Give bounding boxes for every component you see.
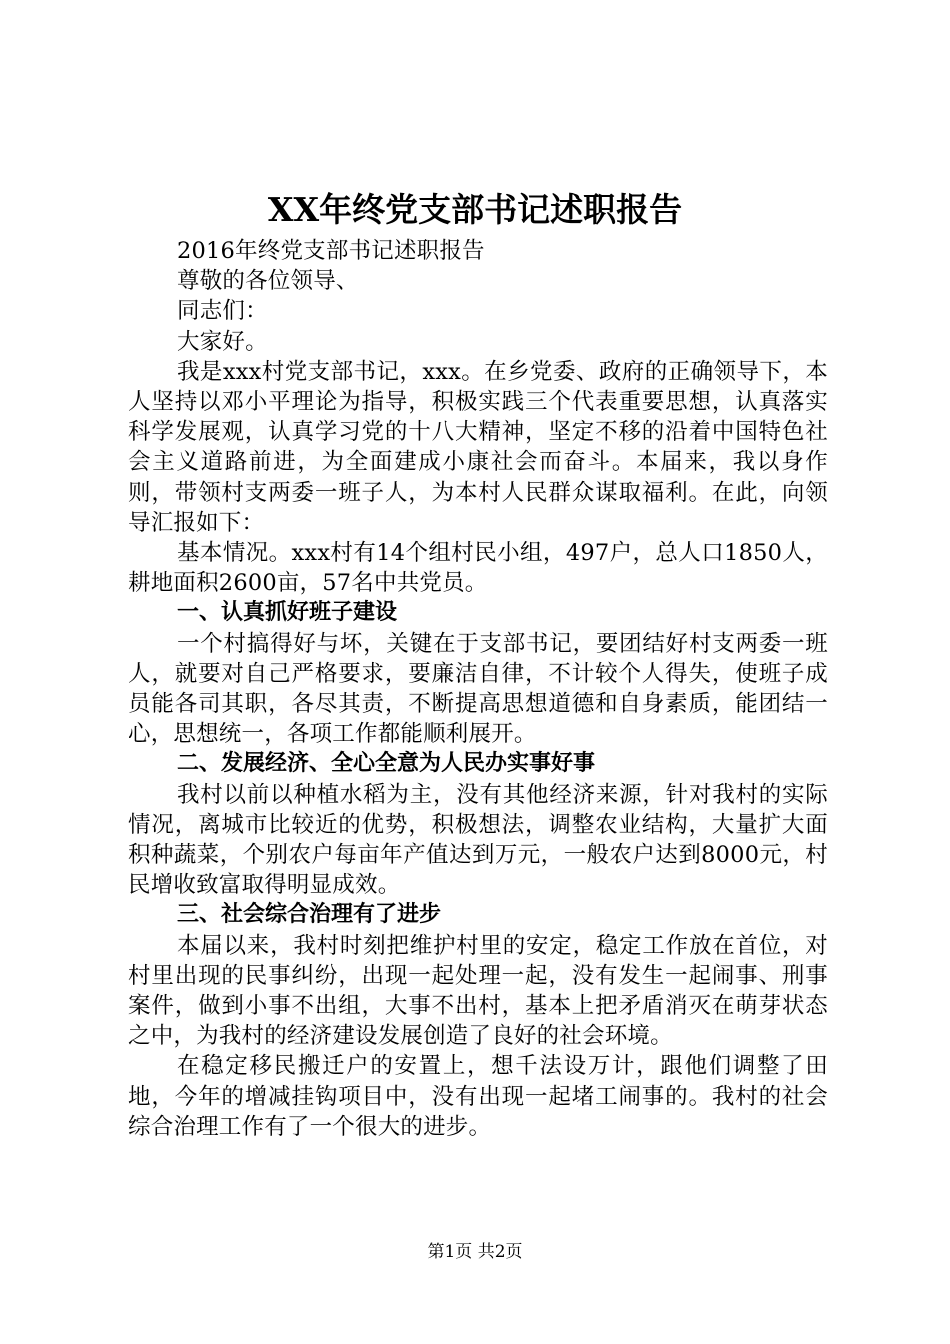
paragraph: 大家好。 (177, 328, 268, 355)
paragraph: 本届以来，我村时刻把维护村里的安定，稳定工作放在首位，对村里出现的民事纠纷，出现一起处理一起，没有发生一起闹事、刑事案件，做到小事不出组，大事不出村，基本上把矛盾消灭在萌芽状态之中，为我村的经济建设发展创造了良好的社会环境。 (128, 932, 828, 1050)
section-heading: 一、认真抓好班子建设 (177, 600, 398, 626)
page-footer: 第1页 共2页 (427, 1242, 523, 1262)
document-title: XX年终党支部书记述职报告 (267, 190, 683, 229)
section-heading: 三、社会综合治理有了进步 (177, 902, 442, 928)
paragraph: 在稳定移民搬迁户的安置上，想千法设万计，跟他们调整了田地，今年的增减挂钩项目中，没有出现一起堵工闹事的。我村的社会综合治理工作有了一个很大的进步。 (128, 1053, 828, 1140)
paragraph: 尊敬的各位领导、 (177, 268, 359, 295)
paragraph: 基本情况。xxx村有14个组村民小组，497户，总人口1850人，耕地面积2600亩，57名中共党员。 (128, 540, 828, 597)
document-body (128, 236, 828, 1142)
paragraph: 我是xxx村党支部书记，xxx。在乡党委、政府的正确领导下，本人坚持以邓小平理论为指导，积极实践三个代表重要思想，认真落实科学发展观，认真学习党的十八大精神，坚定不移的沿着中国特色社会主义道路前进，为全面建成小康社会而奋斗。本届来，我以身作则，带领村支两委一班子人，为本村人民群众谋取福利。在此，向领导汇报如下： (128, 358, 828, 536)
paragraph: 一个村搞得好与坏，关键在于支部书记，要团结好村支两委一班人，就要对自己严格要求，要廉洁自律，不计较个人得失，使班子成员能各司其职，各尽其责，不断提高思想道德和自身素质，能团结一心，思想统一，各项工作都能顺利展开。 (128, 630, 828, 748)
section-heading: 二、发展经济、全心全意为人民办实事好事 (177, 751, 596, 777)
paragraph: 2016年终党支部书记述职报告 (177, 238, 485, 264)
paragraph: 同志们： (177, 298, 268, 325)
paragraph: 我村以前以种植水稻为主，没有其他经济来源，针对我村的实际情况，离城市比较近的优势，积极想法，调整农业结构，大量扩大面积种蔬菜，个别农户每亩年产值达到万元，一般农户达到8000元，村民增收致富取得明显成效。 (128, 781, 828, 899)
